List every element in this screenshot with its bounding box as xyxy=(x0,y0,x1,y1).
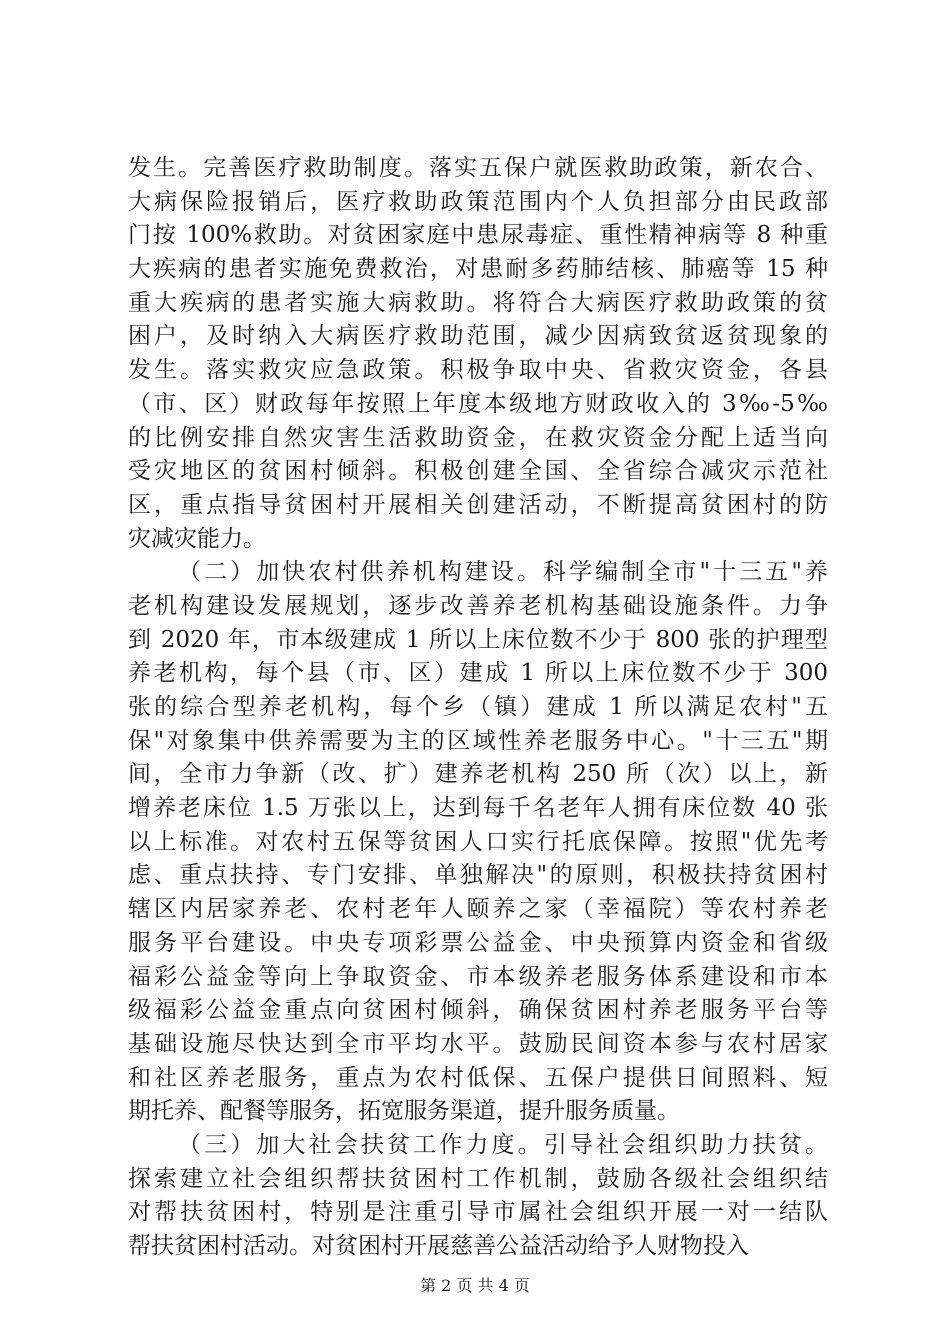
text-line: 大病保险报销后，医疗救助政策范围内个人负担部分由民政部 xyxy=(128,188,828,215)
text-line: 门按 100%救助。对贫困家庭中患尿毒症、重性精神病等 8 种重 xyxy=(128,222,828,249)
text-line: 养老机构，每个县（市、区）建成 1 所以上床位数不少于 300 xyxy=(128,660,828,687)
page-footer: 第 2 页 共 4 页 xyxy=(420,1276,530,1295)
paragraph xyxy=(128,556,828,1129)
text-line: 和社区养老服务，重点为农村低保、五保户提供日间照料、短 xyxy=(128,1064,828,1091)
text-line: 困户，及时纳入大病医疗救助范围，减少因病致贫返贫现象的 xyxy=(128,323,828,350)
text-line: 发生。落实救灾应急政策。积极争取中央、省救灾资金，各县 xyxy=(128,357,828,384)
paragraph xyxy=(128,1129,828,1264)
text-line: 区，重点指导贫困村开展相关创建活动，不断提高贫困村的防 xyxy=(128,491,828,518)
text-line: 张的综合型养老机构，每个乡（镇）建成 1 所以满足农村"五 xyxy=(128,694,828,720)
text-line: 间，全市力争新（改、扩）建养老机构 250 所（次）以上，新 xyxy=(128,761,828,788)
paragraph xyxy=(128,152,828,556)
text-line: 级福彩公益金重点向贫困村倾斜，确保贫困村养老服务平台等 xyxy=(128,997,828,1024)
text-line: 辖区内居家养老、农村老年人颐养之家（幸福院）等农村养老 xyxy=(128,896,828,923)
text-line: 到 2020 年，市本级建成 1 所以上床位数不少于 800 张的护理型 xyxy=(128,626,828,653)
document-body xyxy=(128,152,828,1264)
text-line: 重大疾病的患者实施大病救助。将符合大病医疗救助政策的贫 xyxy=(128,289,828,316)
text-line: 以上标准。对农村五保等贫困人口实行托底保障。按照"优先考 xyxy=(128,828,828,855)
text-line: 的比例安排自然灾害生活救助资金，在救灾资金分配上适当向 xyxy=(128,424,828,451)
text-line: 大疾病的患者实施免费救治，对患耐多药肺结核、肺癌等 15 种 xyxy=(128,256,828,283)
text-line: 虑、重点扶持、专门安排、单独解决"的原则，积极扶持贫困村 xyxy=(128,862,828,889)
text-line: 服务平台建设。中央专项彩票公益金、中央预算内资金和省级 xyxy=(128,929,828,956)
text-line: 受灾地区的贫困村倾斜。积极创建全国、全省综合减灾示范社 xyxy=(128,458,828,485)
text-line: 发生。完善医疗救助制度。落实五保户就医救助政策，新农合、 xyxy=(128,155,828,181)
text-line: （三）加大社会扶贫工作力度。引导社会组织助力扶贫。 xyxy=(178,1131,828,1158)
text-line: 对帮扶贫困村，特别是注重引导市属社会组织开展一对一结队 xyxy=(128,1199,828,1226)
text-line: （二）加快农村供养机构建设。科学编制全市"十三五"养 xyxy=(178,559,828,586)
text-line: 保"对象集中供养需要为主的区域性养老服务中心。"十三五"期 xyxy=(128,727,828,754)
text-line: 老机构建设发展规划，逐步改善养老机构基础设施条件。力争 xyxy=(128,592,828,619)
text-line: 灾减灾能力。 xyxy=(128,525,266,552)
text-line: （市、区）财政每年按照上年度本级地方财政收入的 3‰-5‰ xyxy=(128,390,828,417)
text-line: 期托养、配餐等服务，拓宽服务渠道，提升服务质量。 xyxy=(128,1098,680,1125)
text-line: 探索建立社会组织帮扶贫困村工作机制，鼓励各级社会组织结 xyxy=(128,1165,828,1192)
text-line: 增养老床位 1.5 万张以上，达到每千名老年人拥有床位数 40 张 xyxy=(128,795,828,822)
text-line: 基础设施尽快达到全市平均水平。鼓励民间资本参与农村居家 xyxy=(128,1030,828,1057)
text-line: 帮扶贫困村活动。对贫困村开展慈善公益活动给予人财物投入 xyxy=(128,1233,749,1259)
text-line: 福彩公益金等向上争取资金、市本级养老服务体系建设和市本 xyxy=(128,963,828,990)
